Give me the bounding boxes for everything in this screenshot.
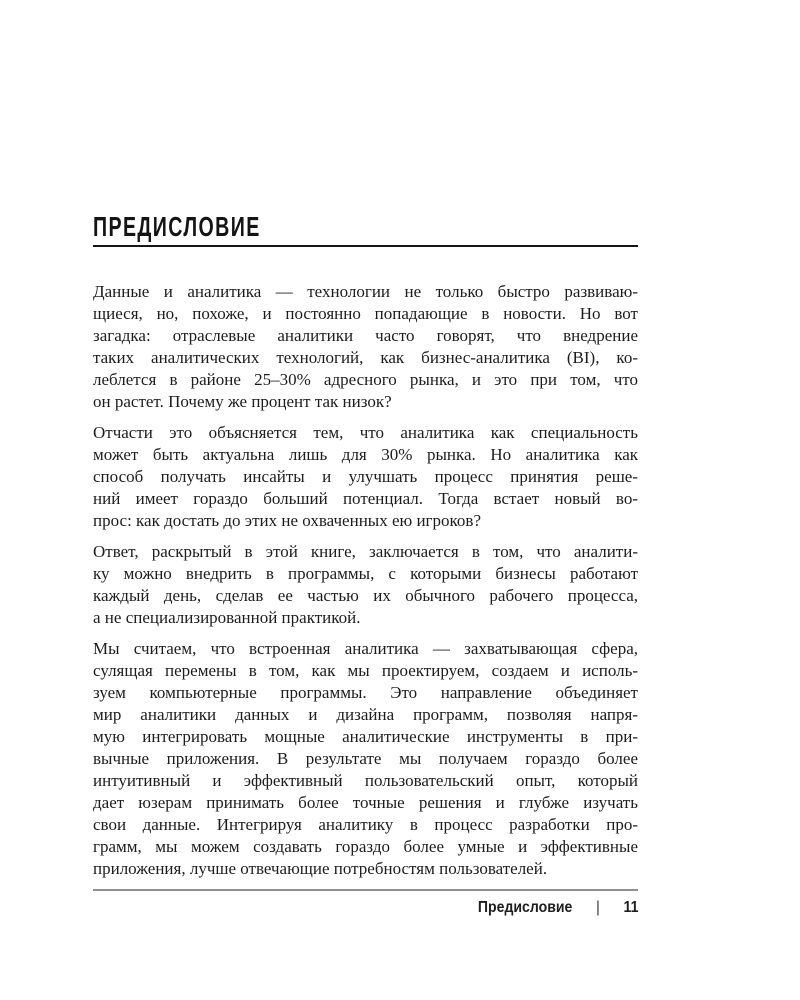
body-paragraphs <box>93 281 638 889</box>
text-line: а не специализированной практикой. <box>93 608 361 627</box>
text-line: каждый день, сделав ее частью их обычного рабочего процесса, <box>93 586 638 605</box>
text-line: ний имеет гораздо больший потенциал. Тогда встает новый во- <box>93 489 638 508</box>
paragraph <box>93 281 638 413</box>
text-line: Данные и аналитика — технологии не только быстро развиваю- <box>93 282 638 301</box>
text-line: зуем компьютерные программы. Это направление объединяет <box>93 683 638 702</box>
text-line: приложения, лучше отвечающие потребностям пользователей. <box>93 859 548 878</box>
text-line: может быть актуальна лишь для 30% рынка. Но аналитика как <box>93 445 638 464</box>
text-line: мир аналитики данных и дизайна программ, позволяя напря- <box>93 705 638 724</box>
text-line: интуитивный и эффективный пользовательский опыт, который <box>93 771 638 790</box>
text-line: загадка: отраслевые аналитики часто говорят, что внедрение <box>93 326 638 345</box>
text-line: он растет. Почему же процент так низок? <box>93 392 392 411</box>
paragraph <box>93 422 638 532</box>
text-line: сулящая перемены в том, как мы проектируем, создаем и исполь- <box>93 661 638 680</box>
paragraph <box>93 638 638 880</box>
text-line: Ответ, раскрытый в этой книге, заключается в том, что аналити- <box>93 542 638 561</box>
text-line: щиеся, но, похоже, и постоянно попадающие в новости. Но вот <box>93 304 638 323</box>
text-line: грамм, мы можем создавать гораздо более умные и эффективные <box>93 837 638 856</box>
footer-page-number: 11 <box>623 899 638 916</box>
text-line: таких аналитических технологий, как бизнес-аналитика (BI), ко- <box>93 348 638 367</box>
text-line: прос: как достать до этих не охваченных ею игроков? <box>93 511 481 530</box>
text-line: Отчасти это объясняется тем, что аналитика как специальность <box>93 423 638 442</box>
text-line: ку можно внедрить в программы, с которыми бизнесы работают <box>93 564 638 583</box>
text-line: вычные приложения. В результате мы получаем гораздо более <box>93 749 638 768</box>
text-line: способ получать инсайты и улучшать процесс принятия реше- <box>93 467 638 486</box>
footer-section-label: Предисловие <box>477 899 572 916</box>
chapter-header <box>93 211 638 247</box>
text-line: дает юзерам принимать более точные решения и глубже изучать <box>93 793 638 812</box>
text-line: свои данные. Интегрируя аналитику в процесс разработки про- <box>93 815 638 834</box>
footer-rule <box>93 889 638 891</box>
page-footer <box>477 899 638 917</box>
text-line: леблется в районе 25–30% адресного рынка, и это при том, что <box>93 370 638 389</box>
text-line: мую интегрировать мощные аналитические инструменты в при- <box>93 727 638 746</box>
paragraph <box>93 541 638 629</box>
text-line: Мы считаем, что встроенная аналитика — захватывающая сфера, <box>93 639 638 658</box>
footer-separator: | <box>595 899 600 916</box>
title-underline-rule <box>93 245 638 247</box>
page-title: ПРЕДИСЛОВИЕ <box>93 211 261 242</box>
